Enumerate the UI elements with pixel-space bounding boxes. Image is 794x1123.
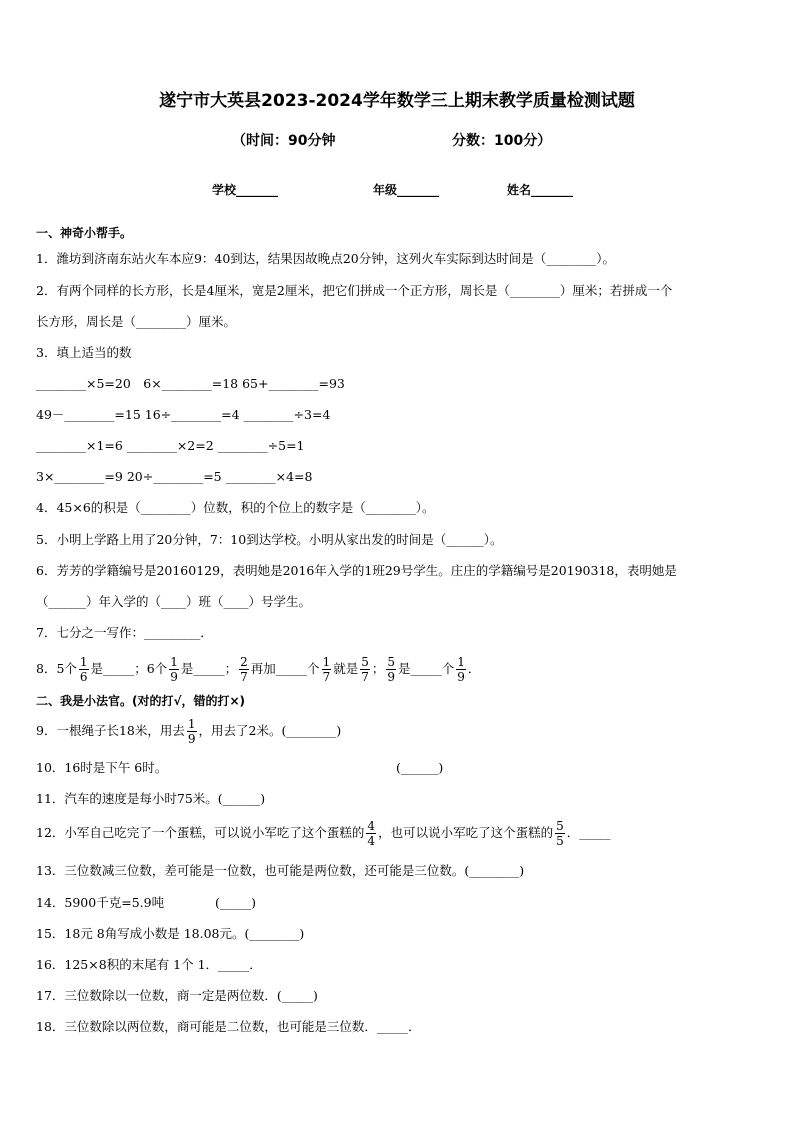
- question-18: 18．三位数除以两位数，商可能是二位数，也可能是三位数．_____．: [36, 1019, 421, 1034]
- fraction: $\frac{4}{4}$: [367, 819, 376, 848]
- fraction: $\frac{5}{5}$: [556, 819, 564, 848]
- question-14: 14．5900千克=5.9吨: [36, 895, 165, 910]
- fraction: $\frac{1}{9}$: [170, 655, 178, 684]
- question-13: 13．三位数减三位数，差可能是一位数，也可能是两位数，还可能是三位数。(________): [36, 863, 525, 878]
- question-10: 10．16时是下午 6时。: [36, 760, 168, 775]
- question-3-row-2: 49－________=15 16÷________=4 ________÷3=4: [36, 407, 331, 422]
- question-1: 1．潍坊到济南东站火车本应9：40到达，结果因故晚点20分钟，这列火车实际到达时间是（________）。: [36, 251, 615, 266]
- question-9: 9．一根绳子长18米，用去 $\frac{1}{9}$ ，用去了2米。(________): [36, 717, 342, 746]
- school-field: 学校_______: [212, 183, 279, 197]
- fraction: $\frac{5}{9}$: [387, 655, 396, 684]
- question-2-line-1: 2．有两个同样的长方形，长是4厘米，宽是2厘米，把它们拼成一个正方形，周长是（________）厘米；若拼成一个: [36, 283, 673, 298]
- section-2-title: 二、我是小法官。(对的打√，错的打×): [36, 694, 246, 708]
- question-12: 12．小军自己吃完了一个蛋糕，可以说小军吃了这个蛋糕的 $\frac{4}{4}$ ，也可以说小军吃了这个蛋糕的 $\frac{5}{5}$ ．_____: [36, 819, 611, 848]
- question-2-line-2: 长方形，周长是（________）厘米。: [36, 314, 237, 329]
- fraction: $\frac{1}{7}$: [322, 655, 331, 684]
- section-1-title: 一、神奇小帮手。: [36, 226, 133, 240]
- fraction: $\frac{5}{7}$: [361, 655, 369, 684]
- fraction: $\frac{1}{6}$: [79, 655, 88, 684]
- question-14-answer: (_____): [215, 895, 257, 910]
- question-3-row-4: 3×________=9 20÷________=5 ________×4=8: [36, 469, 313, 484]
- question-16: 16．125×8积的末尾有 1个 1．_____．: [36, 957, 262, 972]
- question-17: 17．三位数除以一位数，商一定是两位数．(_____): [36, 988, 318, 1003]
- question-11: 11．汽车的速度是每小时75米。(______): [36, 791, 266, 806]
- fraction: $\frac{1}{9}$: [457, 655, 465, 684]
- fraction: $\frac{2}{7}$: [240, 655, 248, 684]
- fraction: $\frac{1}{9}$: [187, 717, 196, 746]
- grade-field: 年级_______: [373, 183, 440, 197]
- question-15: 15．18元 8角写成小数是 18.08元。(________): [36, 926, 305, 941]
- time-label: （时间：90分钟: [232, 133, 336, 149]
- question-3: 3．填上适当的数: [36, 345, 132, 360]
- question-6-line-1: 6．芳芳的学籍编号是20160129，表明她是2016年入学的1班29号学生。庄庄的学籍编号是20190318，表明她是: [36, 563, 677, 578]
- question-7: 7．七分之一写作：_________．: [36, 625, 213, 640]
- page-title: 遂宁市大英县2023-2024学年数学三上期末教学质量检测试题: [159, 91, 635, 111]
- name-field: 姓名_______: [507, 183, 574, 197]
- question-6-line-2: （______）年入学的（____）班（____）号学生。: [36, 594, 312, 609]
- question-4: 4．45×6的积是（________）位数，积的个位上的数字是（________）。: [36, 500, 435, 515]
- question-5: 5．小明上学路上用了20分钟，7：10到达学校。小明从家出发的时间是（______）。: [36, 532, 503, 547]
- question-8: 8．5个 $\frac{1}{6}$ 是_____；6个 $\frac{1}{9}$ 是_____； $\frac{2}{7}$ 再加_____个 $\frac{1}{7}$ 就是 $\frac{5}{7}$ ； $\frac{5}{9}$ 是_____个 $\frac{1}{9}$ ．: [36, 655, 481, 684]
- question-3-row-3: ________×1=6 ________×2=2 ________÷5=1: [36, 438, 305, 453]
- question-10-answer: (______): [396, 760, 444, 775]
- score-label: 分数：100分）: [452, 133, 552, 149]
- question-3-row-1: ________×5=20 6×________=18 65+________=93: [36, 376, 345, 391]
